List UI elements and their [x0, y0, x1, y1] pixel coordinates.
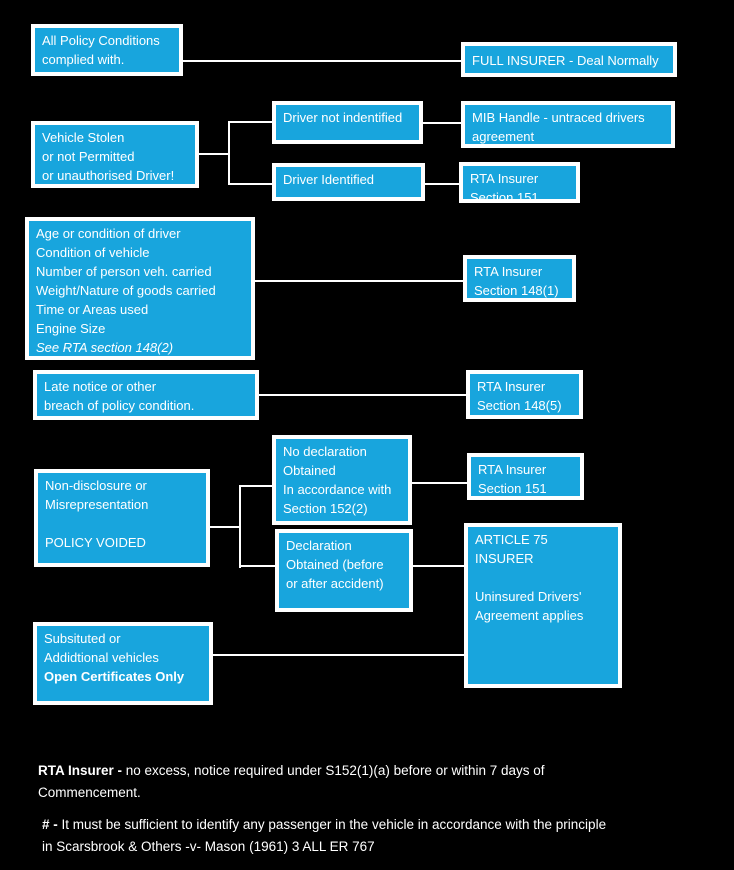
connector-no-declaration-to-rta-151 — [412, 482, 467, 484]
node-line-italic: See RTA section 148(2) — [36, 340, 174, 355]
node-line: complied with. — [42, 52, 125, 67]
flow-node-age-or-condition — [25, 217, 255, 360]
flow-node-driver-identified — [272, 163, 425, 201]
node-line: breach of policy condition. — [44, 398, 195, 413]
flow-node-declaration-obtained — [275, 529, 413, 612]
node-line: Time or Areas used — [36, 302, 149, 317]
footnote-passenger-identification — [42, 814, 606, 858]
connector-all-policy-to-full-insurer — [182, 60, 461, 62]
footnote-rta-insurer-line1: no excess, notice required under S152(1)(a) before or within 7 days of — [125, 762, 545, 778]
footnote-rta-insurer-line2: Commencement. — [38, 784, 141, 800]
node-line: Section 148(1) — [474, 283, 559, 298]
node-line: FULL INSURER - Deal Normally — [472, 53, 659, 68]
node-line: Late notice or other — [44, 379, 157, 394]
connector-driver-not-identified-to-mib — [423, 122, 461, 124]
connector-non-disclosure-stub — [210, 526, 240, 528]
node-line: RTA Insurer — [478, 462, 547, 477]
node-line: Obtained (before — [286, 557, 384, 572]
connector-vehicle-stolen-branch-vertical — [228, 121, 230, 185]
node-line: RTA Insurer — [470, 171, 539, 186]
flow-node-no-declaration-obtained — [272, 435, 412, 525]
connector-branch-to-driver-identified — [230, 183, 272, 185]
node-line: Uninsured Drivers' — [475, 589, 582, 604]
node-line: Misrepresentation — [45, 497, 149, 512]
node-line: Condition of vehicle — [36, 245, 150, 260]
flow-node-article-75-insurer — [464, 523, 622, 688]
node-line: In accordance with — [283, 482, 392, 497]
node-line: Addidtional vehicles — [44, 650, 159, 665]
node-line: Obtained — [283, 463, 336, 478]
connector-branch-to-no-declaration — [241, 485, 272, 487]
node-line: Section 151 — [470, 190, 539, 205]
connector-branch-to-driver-not-identified — [230, 121, 272, 123]
node-line: ARTICLE 75 — [475, 532, 548, 547]
node-line: or unauthorised Driver! — [42, 168, 175, 183]
node-line: RTA Insurer — [474, 264, 543, 279]
flow-node-non-disclosure — [34, 469, 210, 567]
node-line: Vehicle Stolen — [42, 130, 125, 145]
connector-substituted-to-article-75 — [213, 654, 464, 656]
node-line: POLICY VOIDED — [45, 535, 146, 550]
node-line-blank — [45, 514, 199, 533]
node-line: Agreement applies — [475, 608, 584, 623]
footnote-hash-line2: in Scarsbrook & Others -v- Mason (1961) 3 ALL ER 767 — [42, 838, 375, 854]
node-line: RTA Insurer — [477, 379, 546, 394]
node-line: Weight/Nature of goods carried — [36, 283, 216, 298]
flow-node-mib-handle — [461, 101, 675, 148]
node-line: Driver not indentified — [283, 110, 403, 125]
flow-node-all-policy-conditions — [31, 24, 183, 76]
node-line: Subsituted or — [44, 631, 121, 646]
node-line: Non-disclosure or — [45, 478, 147, 493]
footnote-hash-lead: # - — [42, 816, 62, 832]
flow-node-rta-insurer-section-148-5 — [466, 370, 583, 419]
node-line: Section 148(5) — [477, 398, 562, 413]
node-line: Declaration — [286, 538, 352, 553]
node-line: Engine Size — [36, 321, 106, 336]
flow-node-rta-insurer-section-151-top — [459, 162, 580, 203]
footnote-rta-insurer — [38, 760, 545, 804]
flow-node-vehicle-stolen — [31, 121, 199, 188]
node-line: No declaration — [283, 444, 367, 459]
node-line: Section 152(2) — [283, 501, 368, 516]
node-line: INSURER — [475, 551, 534, 566]
node-line-blank — [475, 568, 611, 587]
node-line: or after accident) — [286, 576, 384, 591]
connector-driver-identified-to-rta-151 — [425, 183, 459, 185]
flow-node-rta-insurer-section-151-mid — [467, 453, 584, 500]
node-line: Number of person veh. carried — [36, 264, 212, 279]
flow-node-driver-not-identified — [272, 101, 423, 144]
connector-vehicle-stolen-stub — [199, 153, 229, 155]
flow-node-substituted-vehicles — [33, 622, 213, 705]
connector-branch-to-declaration — [241, 565, 275, 567]
node-line: Driver Identified — [283, 172, 375, 187]
flow-node-rta-insurer-section-148-1 — [463, 255, 576, 302]
node-line: Age or condition of driver — [36, 226, 181, 241]
node-line: agreement — [472, 129, 535, 144]
connector-age-condition-to-rta-148-1 — [255, 280, 463, 282]
node-line: Section 151 — [478, 481, 547, 496]
node-line: or not Permitted — [42, 149, 135, 164]
node-line: MIB Handle - untraced drivers — [472, 110, 645, 125]
node-line-bold: Open Certificates Only — [44, 669, 185, 684]
flow-node-late-notice — [33, 370, 259, 420]
footnote-rta-insurer-lead: RTA Insurer - — [38, 762, 126, 778]
connector-declaration-to-article-75 — [413, 565, 464, 567]
flow-node-full-insurer — [461, 42, 677, 77]
connector-late-notice-to-rta-148-5 — [259, 394, 466, 396]
footnote-hash-line1: It must be sufficient to identify any passenger in the vehicle in accordance with the principle — [61, 816, 607, 832]
connector-non-disclosure-branch-vertical — [239, 485, 241, 568]
node-line: All Policy Conditions — [42, 33, 160, 48]
